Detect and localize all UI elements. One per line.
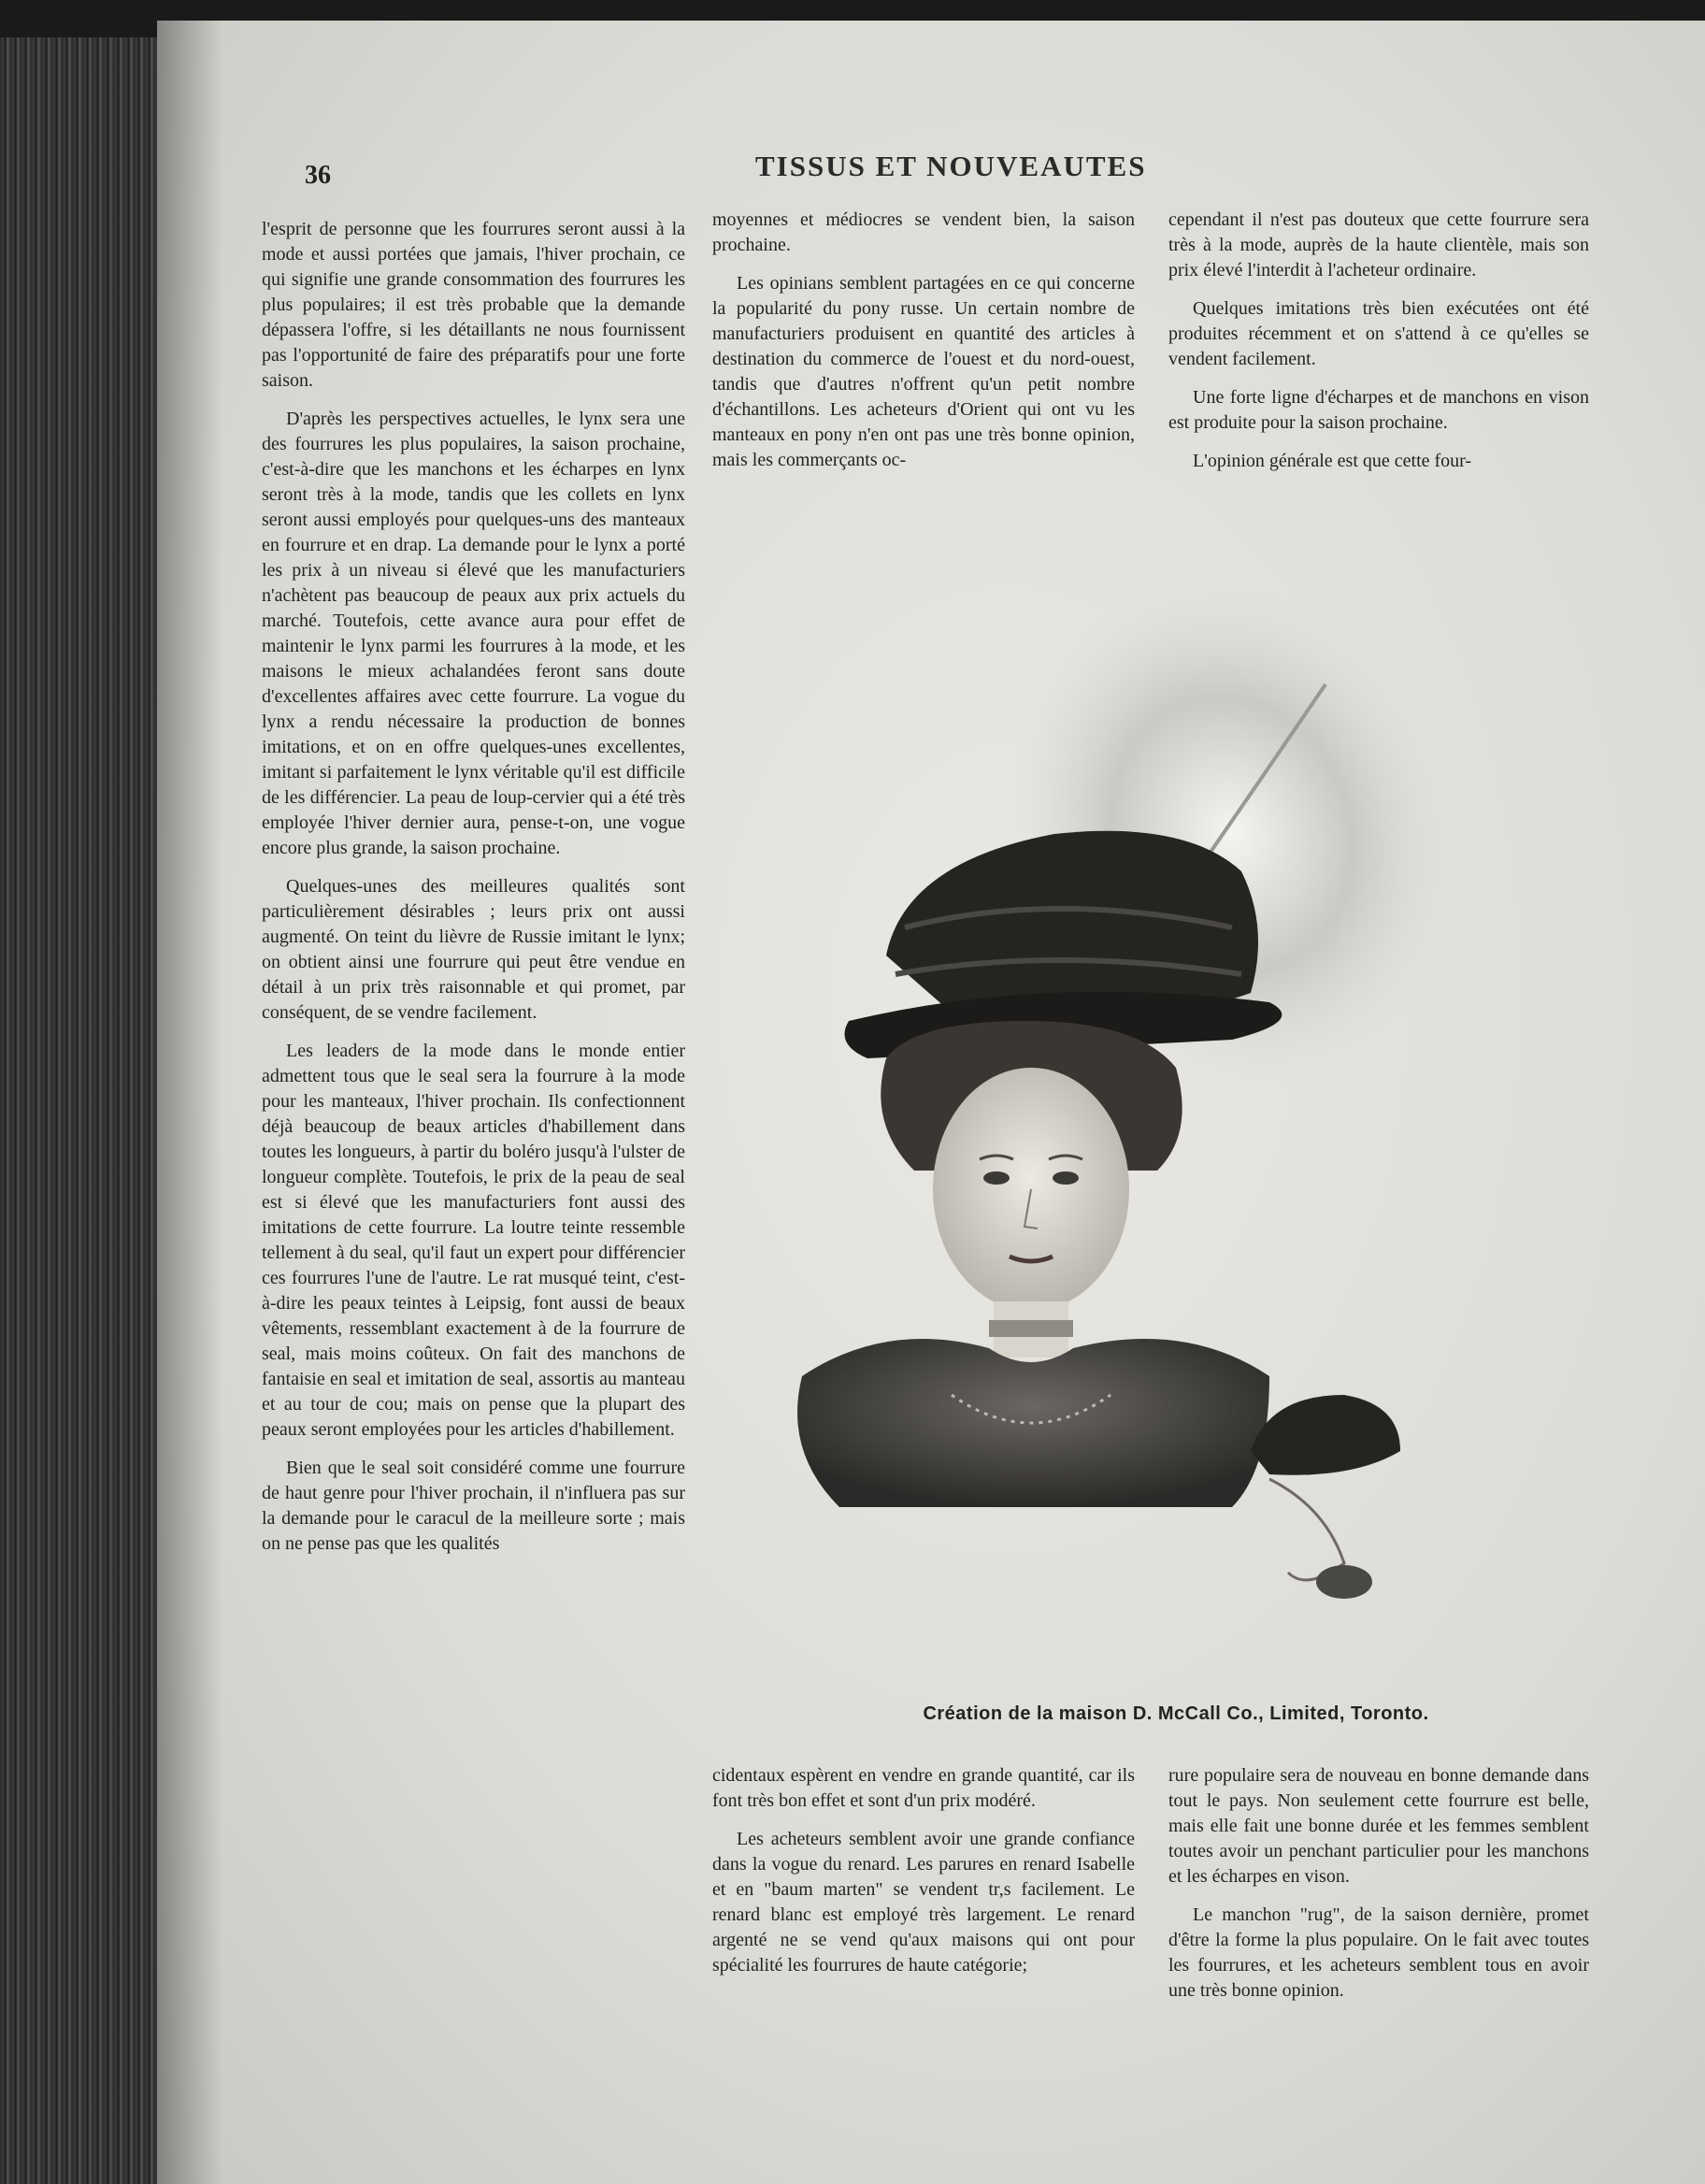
page-gutter-shadow: [157, 21, 222, 2184]
running-title: TISSUS ET NOUVEAUTES: [755, 150, 1147, 182]
paragraph: cependant il n'est pas douteux que cette fourrure sera très à la mode, auprès de la haute clientèle, mais son prix élevé l'interdit à l'acheteur ordinaire.: [1168, 209, 1589, 280]
text-column-1: [262, 217, 685, 1570]
paragraph: Bien que le seal soit considéré comme une fourrure de haut genre pour l'hiver prochain, il n'influera pas sur la demande pour le caracul de la meilleure sorte ; mais on ne pense pas que les qualités: [262, 1458, 685, 1554]
paragraph: D'après les perspectives actuelles, le lynx sera une des fourrures les plus populaires, la saison prochaine, c'est-à-dire que les manchons et les écharpes en lynx seront très à la mode, tandis que les collets en lynx seront aussi employés pour quelques-uns des manteaux en fourrure et en drap. La demande pour le lynx a porté les prix à un niveau si élevé que les manufacturiers n'achètent pas beaucoup de peaux aux prix actuels du marché. Toutefois, cette avance aura pour effet de maintenir le lynx parmi les fourrures à la mode, et les maisons le mieux achalandées feront sans doute d'excellentes affaires avec cette fourrure. La vogue du lynx a rendu nécessaire la production de bonnes imitations, et on en offre quelques-unes excellentes, imitant si parfaitement le lynx véritable qu'il est difficile de les différencier. La peau de loup-cervier qui a été très employée l'hiver dernier aura, pense-t-on, une vogue encore plus grande, la saison prochaine.: [262, 409, 685, 858]
fur-stole: [797, 1339, 1269, 1507]
paragraph: moyennes et médiocres se vendent bien, la saison prochaine.: [712, 209, 1135, 255]
text-column-5: [1168, 1763, 1589, 2017]
choker: [989, 1320, 1073, 1337]
paragraph: Le manchon "rug", de la saison dernière, promet d'être la forme la plus populaire. On le fait avec toutes les fourrures, et les acheteurs semblent tous en avoir une très bonne opinion.: [1168, 1904, 1589, 2001]
magazine-page: [157, 21, 1705, 2184]
text-column-3: [1168, 208, 1589, 487]
paragraph: Les acheteurs semblent avoir une grande confiance dans la vogue du renard. Les parures en renard Isabelle et en "baum marten" se vendent tr,s facilement. Le renard blanc est employé très largement. Le renard argenté ne se vend qu'aux maisons qui ont pour spécialité les fourrures de haute catégorie;: [712, 1829, 1135, 1976]
paragraph: Quelques-unes des meilleures qualités sont particulièrement désirables ; leurs prix ont aussi augmenté. On teint du lièvre de Russie imitant le lynx; on obtient ainsi une fourrure qui peut être vendue en détail à un prix très raisonnable et qui promet, par conséquent, de se vendre facilement.: [262, 876, 685, 1023]
paragraph: L'opinion générale est que cette four-: [1193, 451, 1472, 471]
small-hat-sketch: [1251, 1395, 1400, 1475]
fashion-illustration: [746, 553, 1634, 1629]
figure-caption: Création de la maison D. McCall Co., Limited, Toronto.: [923, 1703, 1429, 1724]
paragraph: Les leaders de la mode dans le monde entier admettent tous que le seal sera la fourrure à la mode pour les manteaux, l'hiver prochain. Ils confectionnent déjà beaucoup de beaux articles d'habillement dans toutes les longueurs, à partir du boléro jusqu'à l'ulster de longueur complète. Toutefois, le prix de la peau de seal est si élevé que les manufacturiers font aussi des imitations de cette fourrure. La loutre teinte ressemble tellement à du seal, qu'il faut un expert pour différencier ces fourrures l'une de l'autre. Le rat musqué teint, c'est-à-dire les peaux teintes à Leipsig, font aussi de beaux vêtements, ressemblant exactement à de la fourrure de seal, mais moins coûteux. On fait des manchons de fantaisie en seal et imitation de seal, assortis au manteau et au tour de cou; mais on pense que la plupart des peaux seront employées pour les articles d'habillement.: [262, 1041, 685, 1440]
paragraph: Quelques imitations très bien exécutées ont été produites récemment et on s'attend à ce qu'elles se vendent facilement.: [1168, 298, 1589, 369]
page-number: 36: [305, 161, 331, 190]
book-page-edges: [0, 37, 178, 2184]
paragraph: rure populaire sera de nouveau en bonne demande dans tout le pays. Non seulement cette fourrure est belle, mais elle fait une bonne durée et les femmes semblent toutes avoir un penchant particulier pour les manchons et les écharpes en vison.: [1168, 1765, 1589, 1887]
paragraph: l'esprit de personne que les fourrures seront aussi à la mode et aussi portées que jamais, l'hiver prochain, ce qui signifie une grande consommation des fourrures les plus populaires; il est très probable que la demande dépassera l'offre, si les détaillants ne nous fournissent pas l'opportunité de faire des préparatifs pour une forte saison.: [262, 219, 685, 391]
paragraph: Les opinians semblent partagées en ce qui concerne la popularité du pony russe. Un certain nombre de manufacturiers produisent en quantité des articles à destination du commerce de l'ouest et du nord-ouest, tandis que d'autres n'offrent qu'un petit nombre d'échantillons. Les acheteurs d'Orient qui ont vu les manteaux en pony n'en ont pas une très bonne opinion, mais les commerçants oc-: [712, 273, 1135, 470]
text-column-2: [712, 208, 1135, 486]
text-column-4: [712, 1763, 1135, 1991]
paragraph: Une forte ligne d'écharpes et de manchons en vison est produite pour la saison prochaine.: [1168, 387, 1589, 433]
paragraph: cidentaux espèrent en vendre en grande quantité, car ils font très bon effet et sont d'un prix modéré.: [712, 1765, 1135, 1811]
